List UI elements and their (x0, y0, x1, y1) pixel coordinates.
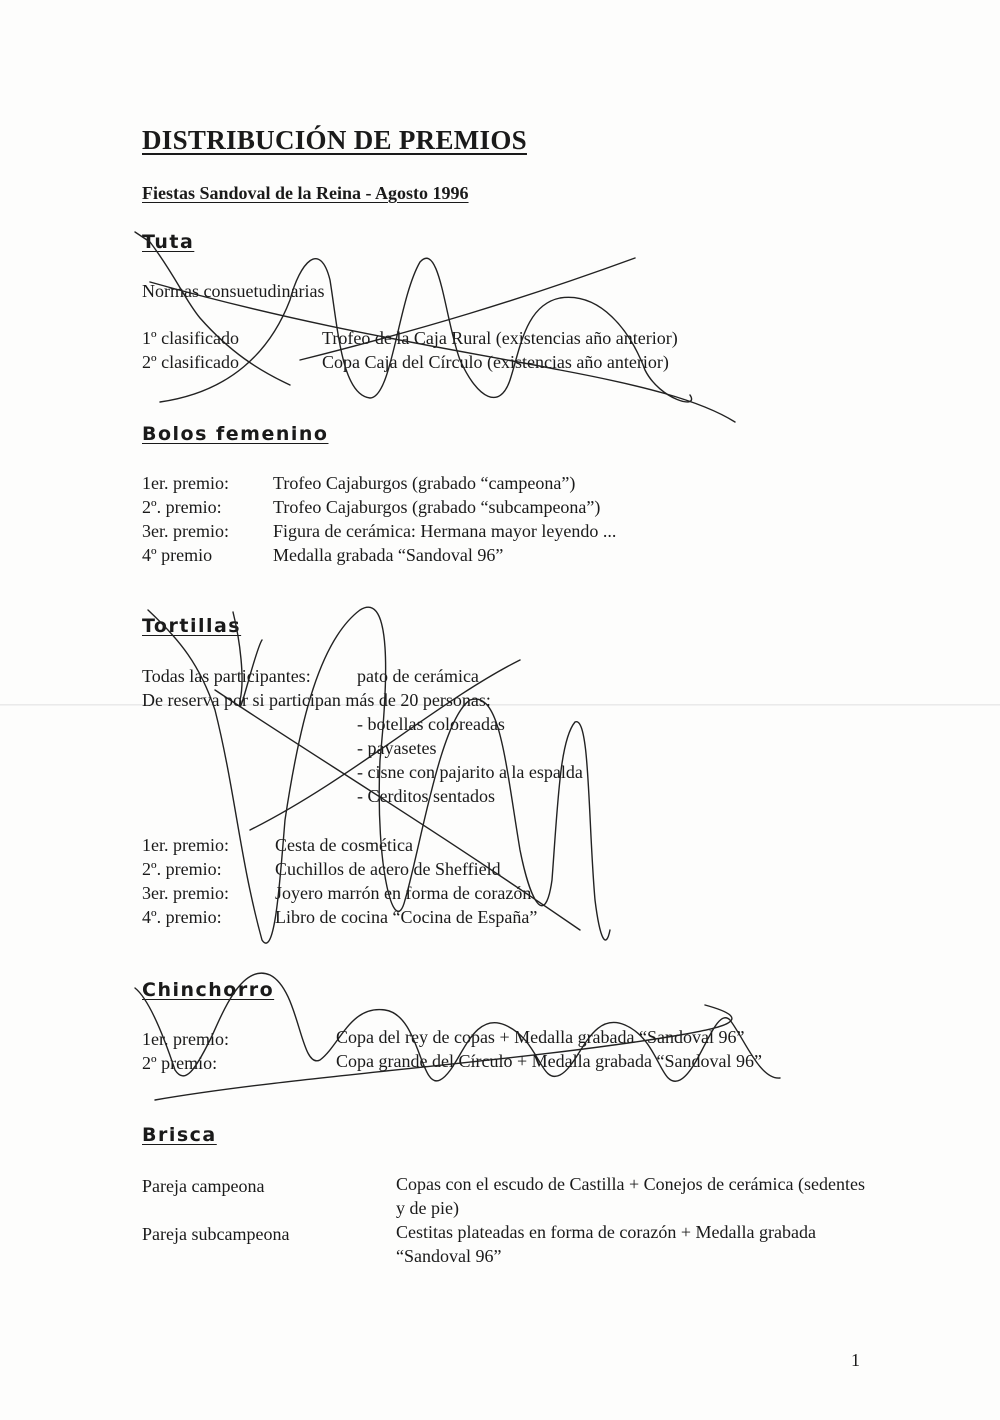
tortillas-reserve-item-4: - Cerditos sentados (357, 786, 495, 806)
bolos-row-1-value: Trofeo Cajaburgos (grabado “campeona”) (273, 473, 576, 493)
chinchorro-row-1-label: 1er. premio: (142, 1029, 229, 1049)
tortillas-row-2-label: 2º. premio: (142, 859, 222, 879)
tuta-row-2-label: 2º clasificado (142, 352, 240, 372)
brisca-row-2-label: Pareja subcampeona (142, 1224, 290, 1244)
tuta-heading: Tuta (142, 231, 195, 253)
tortillas-row-4-value: Libro de cocina “Cocina de España” (275, 907, 538, 927)
bolos-row-2-label: 2º. premio: (142, 497, 222, 517)
tortillas-reserve-item-1: - botellas coloreadas (357, 714, 505, 734)
tuta-row-2-value: Copa Caja del Círculo (existencias año anterior) (322, 352, 669, 372)
bolos-row-1-label: 1er. premio: (142, 473, 229, 493)
bolos-row-4-label: 4º premio (142, 545, 213, 565)
brisca-heading: Brisca (142, 1124, 217, 1146)
chinchorro-row-2-value: Copa grande del Círculo + Medalla grabada “Sandoval 96” (336, 1051, 763, 1071)
chinchorro-row-1-value: Copa del rey de copas + Medalla grabada “Sandoval 96” (336, 1027, 745, 1047)
brisca-row-1-value: Copas con el escudo de Castilla + Conejos de cerámica (sedentes y de pie) (396, 1174, 866, 1218)
tortillas-row-3-value: Joyero marrón en forma de corazón (275, 883, 532, 903)
bolos-row-2-value: Trofeo Cajaburgos (grabado “subcampeona”) (273, 497, 601, 517)
bolos-row-4-value: Medalla grabada “Sandoval 96” (273, 545, 504, 565)
page-title: DISTRIBUCIÓN DE PREMIOS (142, 125, 527, 155)
tortillas-row-2-value: Cuchillos de acero de Sheffield (275, 859, 501, 879)
tortillas-row-4-label: 4º. premio: (142, 907, 222, 927)
page-subtitle: Fiestas Sandoval de la Reina - Agosto 1996 (142, 183, 469, 203)
tortillas-heading: Tortillas (142, 615, 242, 637)
bolos-row-3-label: 3er. premio: (142, 521, 229, 541)
bolos-heading: Bolos femenino (142, 423, 329, 445)
tortillas-reserve: De reserva por si participan más de 20 personas: (142, 690, 491, 710)
tortillas-all-label: Todas las participantes: (142, 666, 311, 686)
tortillas-row-1-value: Cesta de cosmética (275, 835, 413, 855)
tortillas-all-value: pato de cerámica (357, 666, 479, 686)
tuta-note: Normas consuetudinarias (142, 281, 325, 301)
chinchorro-row-2-label: 2º premio: (142, 1053, 218, 1073)
tuta-row-1-value: Trofeo de la Caja Rural (existencias año anterior) (322, 328, 678, 348)
brisca-row-2-value: Cestitas plateadas en forma de corazón + Medalla grabada “Sandoval 96” (396, 1222, 816, 1266)
chinchorro-heading: Chinchorro (142, 979, 275, 1001)
brisca-row-1-label: Pareja campeona (142, 1176, 265, 1196)
tortillas-reserve-item-3: - cisne con pajarito a la espalda (357, 762, 583, 782)
tortillas-reserve-item-2: - payasetes (357, 738, 437, 758)
page-number: 1 (851, 1350, 860, 1370)
tuta-row-1-label: 1º clasificado (142, 328, 240, 348)
tortillas-row-1-label: 1er. premio: (142, 835, 229, 855)
tortillas-row-3-label: 3er. premio: (142, 883, 229, 903)
bolos-row-3-value: Figura de cerámica: Hermana mayor leyendo ... (273, 521, 617, 541)
